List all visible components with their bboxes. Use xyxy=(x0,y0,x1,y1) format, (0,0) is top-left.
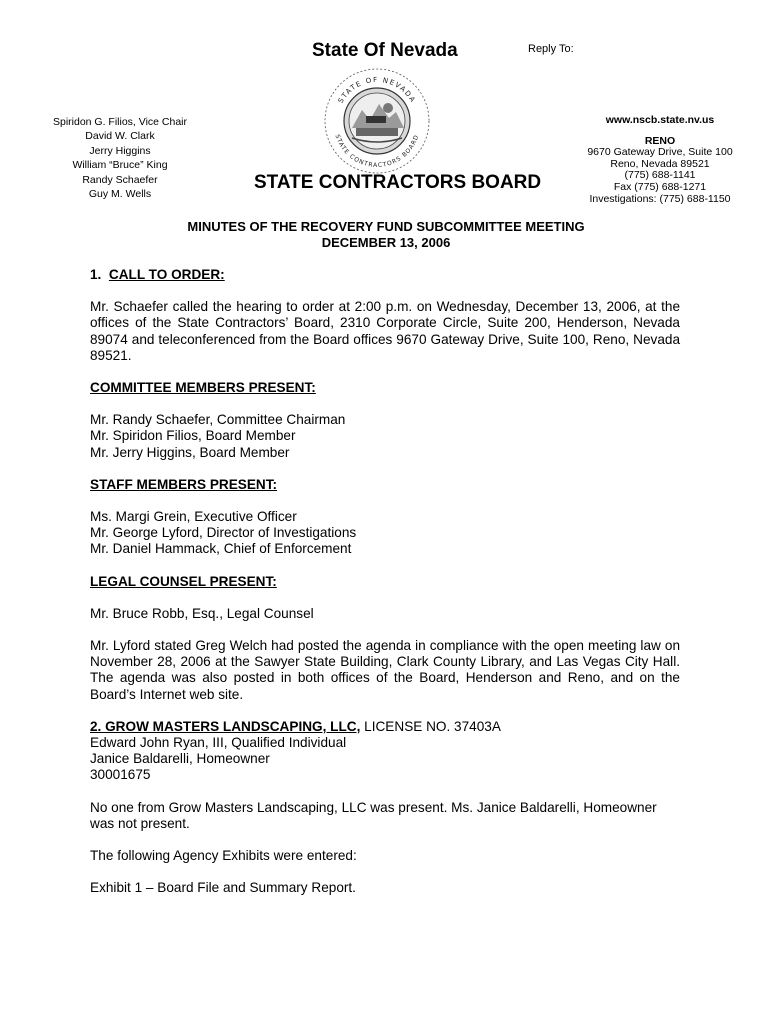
legal-counsel: Mr. Bruce Robb, Esq., Legal Counsel xyxy=(90,605,314,621)
exhibit-item: Exhibit 1 – Board File and Summary Report. xyxy=(90,880,356,896)
exhibits-intro: The following Agency Exhibits were entered: xyxy=(90,848,357,864)
website-link[interactable]: www.nscb.state.nv.us xyxy=(605,114,715,126)
committee-member: Mr. Jerry Higgins, Board Member xyxy=(90,444,290,460)
staff-member: Mr. Daniel Hammack, Chief of Enforcement xyxy=(90,541,352,557)
minutes-title xyxy=(90,219,682,251)
phone-number: (775) 688-1141 xyxy=(624,169,696,182)
contact-block xyxy=(560,115,760,205)
staff-member: Mr. George Lyford, Director of Investigations xyxy=(90,525,357,541)
not-present-paragraph: No one from Grow Masters Landscaping, LLC was present. Ms. Janice Baldarelli, Homeowner was not present. xyxy=(90,799,657,831)
agenda-paragraph: Mr. Lyford stated Greg Welch had posted the agenda in compliance with the open meeting law on November 28, 2006 at the Sawyer State Building, Clark County Library, and Las Vegas City Hall. The agenda was also posted in both offices of the Board, Henderson and Reno, and on the Board’s Internet web site. xyxy=(90,638,680,702)
member-name: Jerry Higgins xyxy=(89,144,151,157)
member-name: Guy M. Wells xyxy=(88,188,152,201)
call-to-order-paragraph: Mr. Schaefer called the hearing to order at 2:00 p.m. on Wednesday, December 13, 2006, at the offices of the State Contractors’ Board, 2310 Corporate Circle, Suite 200, Henderson, Nevada 89074 and teleconferenced from the Board offices 9670 Gateway Drive, Suite 100, Reno, Nevada 89521. xyxy=(90,299,680,363)
committee-heading: COMMITTEE MEMBERS PRESENT: xyxy=(90,380,316,396)
minutes-date: DECEMBER 13, 2006 xyxy=(321,235,451,250)
staff-heading: STAFF MEMBERS PRESENT: xyxy=(90,476,278,492)
member-name: David W. Clark xyxy=(85,130,155,143)
fax-number: Fax (775) 688-1271 xyxy=(613,180,707,193)
document-body xyxy=(90,267,680,896)
state-title: State Of Nevada xyxy=(312,40,458,61)
office-name: RENO xyxy=(644,134,676,147)
section-number: 1. xyxy=(90,267,102,282)
seal-text-top: STATE OF NEVADA xyxy=(336,75,418,105)
member-name: Spiridon G. Filios, Vice Chair xyxy=(52,116,188,128)
section-2-heading xyxy=(90,719,680,735)
legal-heading: LEGAL COUNSEL PRESENT: xyxy=(90,573,277,589)
minutes-title-line: MINUTES OF THE RECOVERY FUND SUBCOMMITTEE MEETING xyxy=(187,219,585,234)
case-line: Edward John Ryan, III, Qualified Individual xyxy=(90,735,347,751)
section-heading-text: CALL TO ORDER: xyxy=(108,267,225,282)
section-2-title: 2. GROW MASTERS LANDSCAPING, LLC, xyxy=(90,718,361,734)
committee-member: Mr. Spiridon Filios, Board Member xyxy=(90,428,296,444)
board-members-list xyxy=(30,115,210,201)
seal-text-bottom: STATE CONTRACTORS BOARD xyxy=(333,133,421,170)
committee-member: Mr. Randy Schaefer, Committee Chairman xyxy=(90,412,346,428)
state-seal-icon xyxy=(322,66,432,176)
case-line: 30001675 xyxy=(90,767,151,783)
reply-to-label: Reply To: xyxy=(528,43,574,55)
address-line: 9670 Gateway Drive, Suite 100 xyxy=(587,146,733,159)
section-heading xyxy=(90,267,680,283)
member-name: William “Bruce” King xyxy=(72,159,168,172)
staff-member: Ms. Margi Grein, Executive Officer xyxy=(90,509,297,525)
license-number: LICENSE NO. 37403A xyxy=(360,718,501,734)
case-line: Janice Baldarelli, Homeowner xyxy=(90,751,270,767)
investigations-number: Investigations: (775) 688-1150 xyxy=(589,192,731,205)
board-title: STATE CONTRACTORS BOARD xyxy=(254,172,542,193)
member-name: Randy Schaefer xyxy=(82,173,158,186)
address-line: Reno, Nevada 89521 xyxy=(610,157,710,170)
